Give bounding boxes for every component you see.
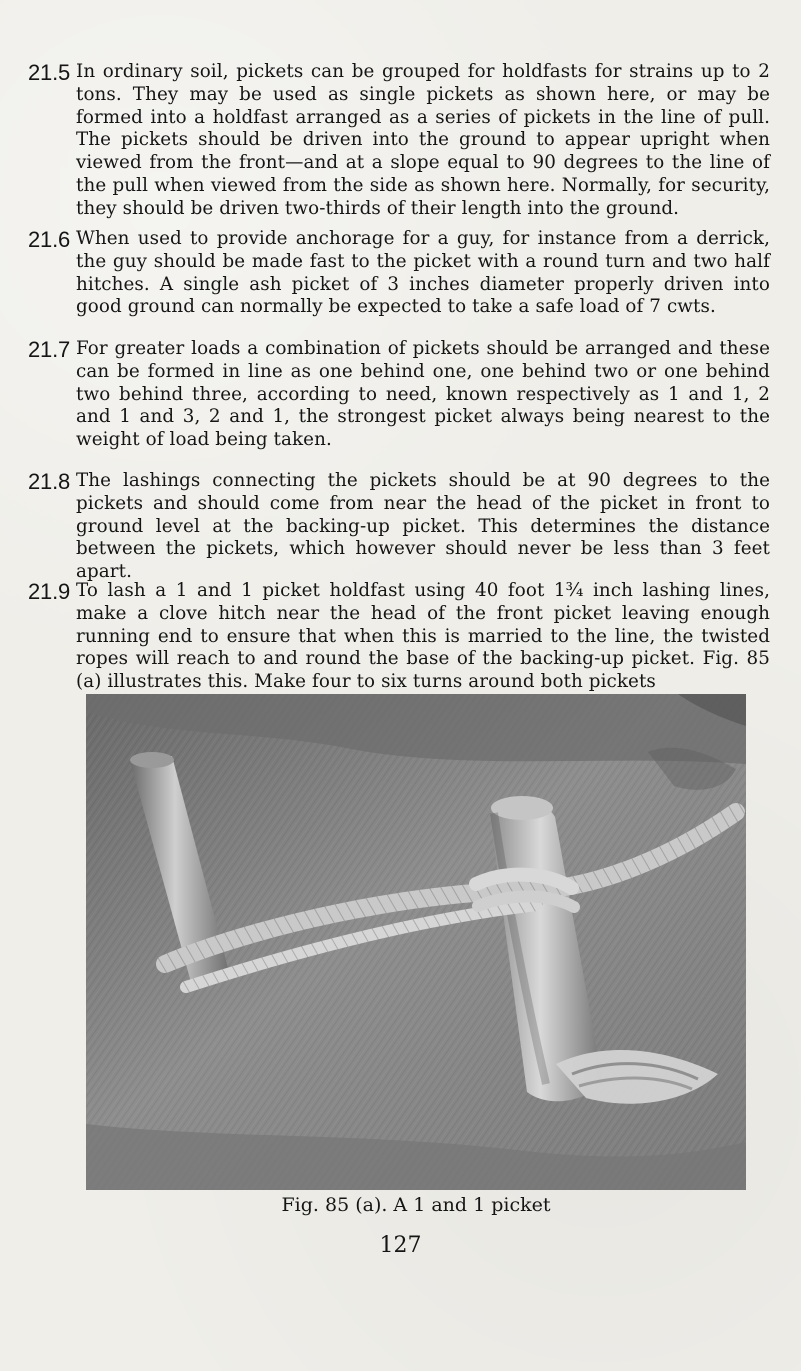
- figure-caption: Fig. 85 (a). A 1 and 1 picket: [281, 1194, 551, 1216]
- front-picket-head: [491, 796, 553, 820]
- section-text: To lash a 1 and 1 picket holdfast using 40 foot 1¾ inch lashing lines, make a clove hitch near the head of the front picket leaving enough running end to ensure that when this is married to the line, the twisted ropes will reach to and round the base of the backing-up picket. Fig. 85 (a) illustrates this. Make four to six turns around both pickets: [76, 580, 770, 693]
- section-21-5: [28, 61, 770, 221]
- section-21-9: [28, 580, 770, 694]
- section-number: 21.7: [28, 337, 71, 362]
- section-text: In ordinary soil, pickets can be grouped for holdfasts for strains up to 2 tons. They may be used as single pickets as shown here, or may be formed into a holdfast arranged as a series of pickets in the line of pull. The pickets should be driven into the ground to appear upright when viewed from the front—and at a slope equal to 90 degrees to the line of the pull when viewed from the side as shown here. Normally, for security, they should be driven two-thirds of their length into the ground.: [76, 61, 770, 219]
- section-number: 21.6: [28, 227, 71, 252]
- page-number: 127: [379, 1233, 422, 1258]
- section-text: For greater loads a combination of pickets should be arranged and these can be formed in line as one behind one, one behind two or one behind two behind three, according to need, known respectively as 1 and 1, 2 and 1 and 3, 2 and 1, the strongest picket always being nearest to the weight of load being taken.: [76, 338, 770, 451]
- section-21-7: [28, 338, 770, 452]
- section-number: 21.8: [28, 469, 71, 494]
- section-number: 21.5: [28, 60, 71, 85]
- back-picket-head: [130, 752, 174, 768]
- section-21-8: [28, 470, 770, 584]
- picket-photo-illustration: [86, 694, 746, 1190]
- figure-photo: [86, 694, 746, 1190]
- section-text: The lashings connecting the pickets should be at 90 degrees to the pickets and should come from near the head of the picket in front to ground level at the backing-up picket. This determines the distance between the pickets, which however should never be less than 3 feet apart.: [76, 470, 770, 583]
- section-number: 21.9: [28, 579, 71, 604]
- section-21-6: [28, 228, 770, 319]
- section-text: When used to provide anchorage for a guy, for instance from a derrick, the guy should be made fast to the picket with a round turn and two half hitches. A single ash picket of 3 inches diameter properly driven into good ground can normally be expected to take a safe load of 7 cwts.: [76, 228, 770, 318]
